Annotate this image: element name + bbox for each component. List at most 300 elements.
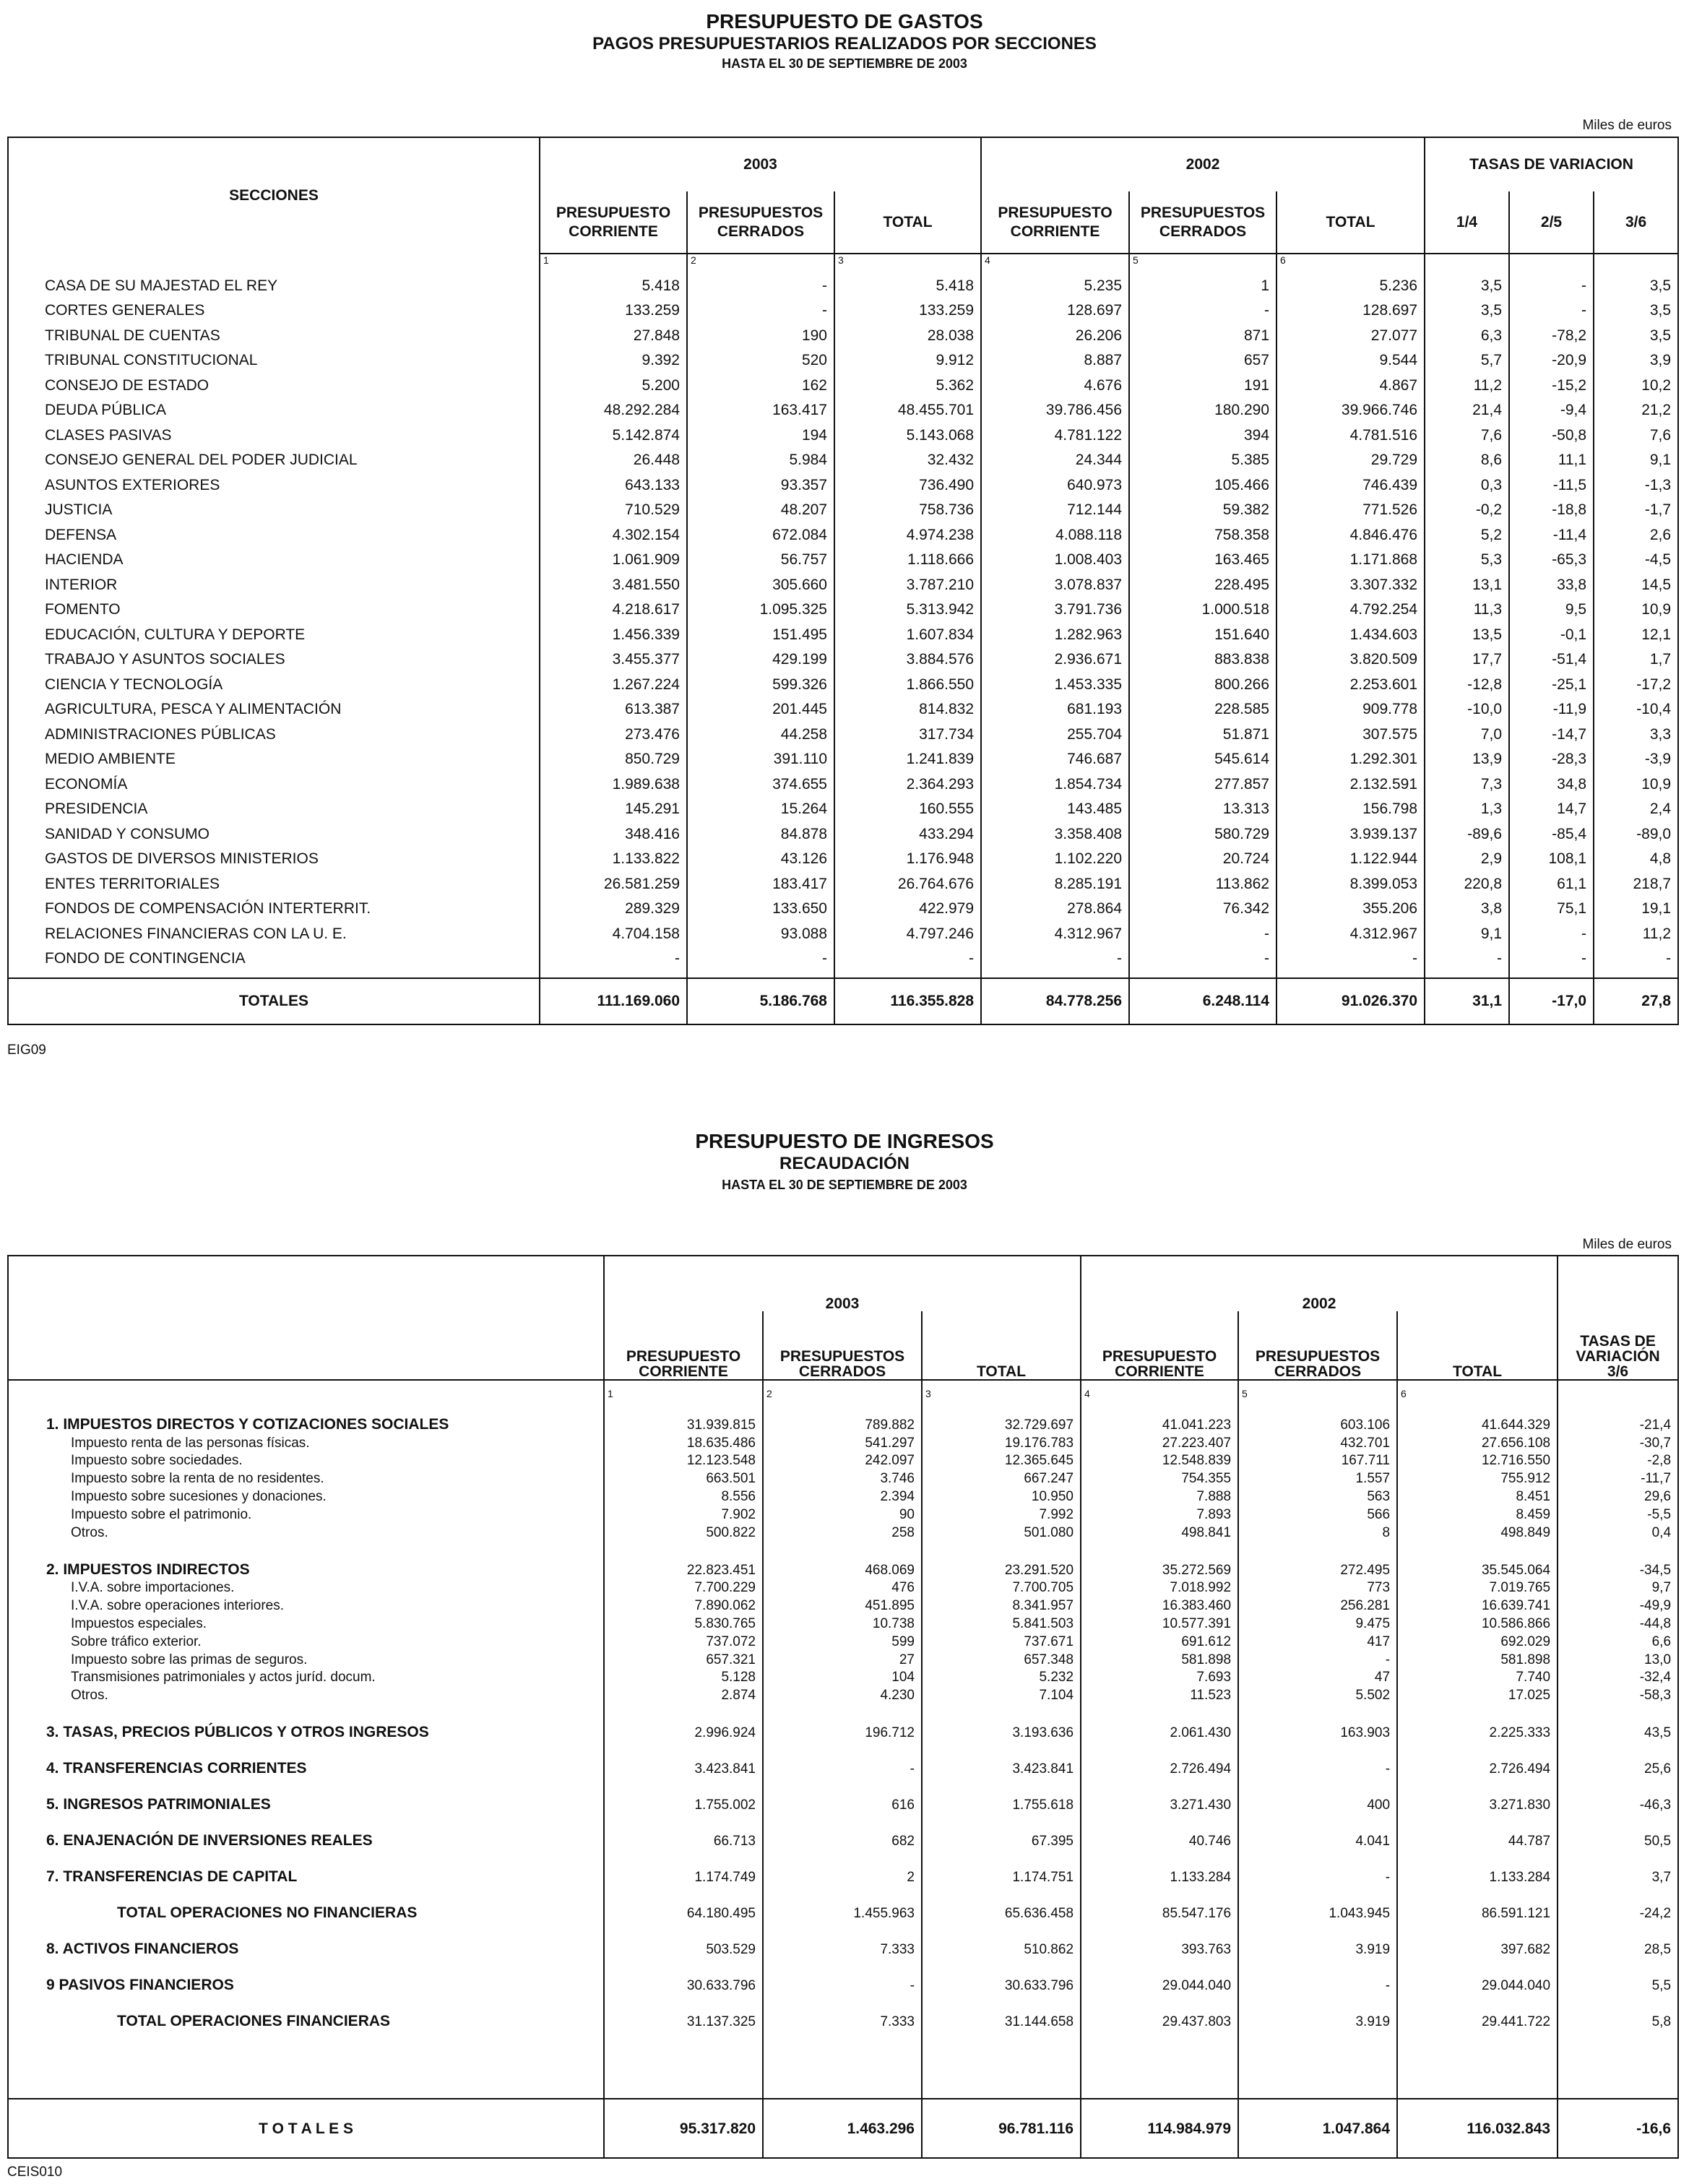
ingresos-spacer-cell [1081, 1812, 1238, 1826]
ingresos-row-value: 196.712 [763, 1718, 922, 1740]
gastos-row-value: 11,3 [1425, 594, 1509, 619]
ingresos-row-label: 4. TRANSFERENCIAS CORRIENTES [8, 1754, 604, 1776]
ingresos-row-value: 5.232 [922, 1667, 1081, 1685]
ingresos-row-value: 692.029 [1397, 1631, 1558, 1649]
ingresos-row-value: 603.106 [1238, 1410, 1397, 1432]
gastos-row-value: 871 [1129, 319, 1277, 345]
gastos-row-value: - [1129, 295, 1277, 320]
gastos-table [7, 137, 1679, 1025]
ingresos-row-value: 5,8 [1558, 2007, 1678, 2029]
gastos-row-value: 3,8 [1425, 893, 1509, 918]
ingresos-spacer-cell [763, 1399, 922, 1410]
gastos-totals-value: 27,8 [1594, 978, 1678, 1024]
ingresos-row-value: 7.693 [1081, 1667, 1238, 1685]
gastos-row-value: 8.887 [981, 345, 1129, 370]
gastos-row-value: 1.453.335 [981, 668, 1129, 694]
gastos-row-value: 1.176.948 [834, 843, 981, 868]
table-row [8, 718, 1678, 743]
ingresos-spacer-cell [1081, 1848, 1238, 1863]
gastos-col-secciones: SECCIONES [8, 137, 540, 254]
ingresos-row-value: 1.133.284 [1397, 1863, 1558, 1884]
gastos-row-value: - [687, 269, 834, 295]
ingresos-row-value: 256.281 [1238, 1594, 1397, 1613]
gastos-row-value: 2.132.591 [1277, 768, 1425, 793]
ingresos-spacer-cell [8, 1702, 604, 1718]
gastos-row-value: 143.485 [981, 793, 1129, 819]
gastos-spacer-cell [1425, 967, 1509, 978]
gastos-row-value: -25,1 [1509, 668, 1594, 694]
ingresos-spacer-cell [8, 1956, 604, 1971]
ingresos-spacer-cell [8, 1399, 604, 1410]
table-row [8, 893, 1678, 918]
ingresos-row-value: 44.787 [1397, 1826, 1558, 1848]
ingresos-spacer-cell [922, 1540, 1081, 1555]
gastos-row-value: 289.329 [540, 893, 687, 918]
gastos-row-value: 1.282.963 [981, 618, 1129, 644]
gastos-row-value: 33,8 [1509, 569, 1594, 594]
gastos-totals-value: 111.169.060 [540, 978, 687, 1024]
ingresos-spacer-cell [763, 2029, 922, 2099]
ingresos-row-value: 7.902 [604, 1503, 763, 1522]
ingresos-row-value: 737.072 [604, 1631, 763, 1649]
ingresos-row-value: 27.656.108 [1397, 1432, 1558, 1450]
ingresos-row-label: Impuestos especiales. [8, 1613, 604, 1631]
ingresos-row-label: Impuesto sobre sociedades. [8, 1450, 604, 1468]
gastos-row-value: 160.555 [834, 793, 981, 819]
gastos-row-value: 113.862 [1129, 868, 1277, 893]
ingresos-row-value: 2.225.333 [1397, 1718, 1558, 1740]
gastos-col-tasas: TASAS DE VARIACION [1425, 137, 1678, 191]
gastos-row-value: 348.416 [540, 818, 687, 843]
gastos-col-number [1425, 254, 1509, 269]
table-row [8, 1631, 1678, 1649]
gastos-row-value: 4.792.254 [1277, 594, 1425, 619]
gastos-row-value: 1.267.224 [540, 668, 687, 694]
gastos-row-label: ECONOMÍA [8, 768, 540, 793]
ingresos-spacer-row [8, 1956, 1678, 1971]
gastos-row-value: -78,2 [1509, 319, 1594, 345]
ingresos-spacer-cell [8, 1776, 604, 1790]
ingresos-row-value: 581.898 [1397, 1649, 1558, 1667]
ingresos-row-value: -58,3 [1558, 1684, 1678, 1702]
ingresos-row-value: 432.701 [1238, 1432, 1397, 1450]
ingresos-row-value: 1.557 [1238, 1467, 1397, 1485]
gastos-row-value: - [1594, 943, 1678, 968]
gastos-row-value: 56.757 [687, 544, 834, 569]
ingresos-spacer-cell [1397, 2029, 1558, 2099]
table-row [8, 1754, 1678, 1776]
gastos-row-value: 133.259 [540, 295, 687, 320]
ingresos-row-value: 5.502 [1238, 1684, 1397, 1702]
ingresos-spacer-cell [604, 1956, 763, 1971]
gastos-col-year2: 2002 [981, 137, 1425, 191]
ingresos-row-value: 541.297 [763, 1432, 922, 1450]
ingresos-spacer-cell [1558, 1920, 1678, 1935]
gastos-row-label: TRIBUNAL DE CUENTAS [8, 319, 540, 345]
ingresos-row-value: 2.061.430 [1081, 1718, 1238, 1740]
gastos-row-value: 3.791.736 [981, 594, 1129, 619]
table-row [8, 319, 1678, 345]
gastos-row-value: 4.302.154 [540, 519, 687, 544]
ingresos-row-value: 27 [763, 1649, 922, 1667]
gastos-row-value: 28.038 [834, 319, 981, 345]
gastos-row-value: 108,1 [1509, 843, 1594, 868]
gastos-totals-value: 84.778.256 [981, 978, 1129, 1024]
gastos-row-value: 3.078.837 [981, 569, 1129, 594]
ingresos-spacer-cell [1558, 1884, 1678, 1899]
ingresos-row-value: 397.682 [1397, 1935, 1558, 1956]
gastos-row-value: 29.729 [1277, 444, 1425, 470]
ingresos-row-value: 393.763 [1081, 1935, 1238, 1956]
table-row [8, 1594, 1678, 1613]
gastos-row-label: TRABAJO Y ASUNTOS SOCIALES [8, 644, 540, 669]
gastos-row-value: 712.144 [981, 494, 1129, 519]
gastos-row-value: 3.455.377 [540, 644, 687, 669]
gastos-row-value: 746.439 [1277, 469, 1425, 494]
gastos-row-value: 4.797.246 [834, 918, 981, 943]
gastos-row-value: 317.734 [834, 718, 981, 743]
ingresos-row-value: 581.898 [1081, 1649, 1238, 1667]
gastos-row-value: 27.077 [1277, 319, 1425, 345]
gastos-row-value: 2.364.293 [834, 768, 981, 793]
gastos-row-value: 7,3 [1425, 768, 1509, 793]
table-row [8, 1450, 1678, 1468]
gastos-row-value: 8.399.053 [1277, 868, 1425, 893]
ingresos-row-value: 498.841 [1081, 1522, 1238, 1540]
ingresos-spacer-cell [1558, 1540, 1678, 1555]
ingresos-row-value: 28,5 [1558, 1935, 1678, 1956]
gastos-row-value: 672.084 [687, 519, 834, 544]
ingresos-spacer-row [8, 1776, 1678, 1790]
ingresos-row-value: 3.271.830 [1397, 1790, 1558, 1812]
gastos-row-value: - [1509, 918, 1594, 943]
gastos-row-value: 771.526 [1277, 494, 1425, 519]
gastos-row-value: 93.357 [687, 469, 834, 494]
ingresos-spacer-row [8, 1848, 1678, 1863]
gastos-row-label: CIENCIA Y TECNOLOGÍA [8, 668, 540, 694]
gastos-spacer-cell [540, 967, 687, 978]
table-row [8, 519, 1678, 544]
ingresos-row-label: Impuesto sobre las primas de seguros. [8, 1649, 604, 1667]
ingresos-spacer-cell [1558, 1702, 1678, 1718]
gastos-row-value: 3.787.210 [834, 569, 981, 594]
gastos-row-value: - [834, 943, 981, 968]
ingresos-totals-value: 1.463.296 [763, 2099, 922, 2158]
ingresos-spacer-cell [763, 1848, 922, 1863]
ingresos-row-value: 566 [1238, 1503, 1397, 1522]
ingresos-row-value: 29,6 [1558, 1485, 1678, 1503]
gastos-row-value: 9.392 [540, 345, 687, 370]
gastos-row-value: 736.490 [834, 469, 981, 494]
gastos-row-value: 4.781.516 [1277, 419, 1425, 444]
table-row [8, 1410, 1678, 1432]
gastos-row-value: -9,4 [1509, 394, 1594, 420]
ingresos-spacer-cell [1081, 1540, 1238, 1555]
ingresos-row-value: 27.223.407 [1081, 1432, 1238, 1450]
gastos-row-value: 2,9 [1425, 843, 1509, 868]
gastos-row-value: 3,9 [1594, 345, 1678, 370]
gastos-row-value: - [687, 943, 834, 968]
ingresos-row-label: 8. ACTIVOS FINANCIEROS [8, 1935, 604, 1956]
ingresos-spacer-cell [604, 1848, 763, 1863]
ingresos-row-value: 2.394 [763, 1485, 922, 1503]
gastos-row-value: 220,8 [1425, 868, 1509, 893]
gastos-row-value: 32.432 [834, 444, 981, 470]
gastos-row-value: -20,9 [1509, 345, 1594, 370]
gastos-row-value: 909.778 [1277, 694, 1425, 719]
ingresos-title: PRESUPUESTO DE INGRESOS [695, 1130, 994, 1152]
gastos-row-value: 3,3 [1594, 718, 1678, 743]
gastos-row-value: 11,2 [1594, 918, 1678, 943]
ingresos-row-value: - [1238, 1863, 1397, 1884]
gastos-row-value: 758.358 [1129, 519, 1277, 544]
table-row [8, 444, 1678, 470]
gastos-row-value: -65,3 [1509, 544, 1594, 569]
ingresos-row-label: Transmisiones patrimoniales y actos juríd. docum. [8, 1667, 604, 1685]
gastos-row-label: ADMINISTRACIONES PÚBLICAS [8, 718, 540, 743]
ingresos-row-label: 5. INGRESOS PATRIMONIALES [8, 1790, 604, 1812]
ingresos-row-label: Otros. [8, 1684, 604, 1702]
ingresos-row-value: - [1238, 1971, 1397, 1993]
gastos-row-label: CORTES GENERALES [8, 295, 540, 320]
gastos-row-value: 13,9 [1425, 743, 1509, 769]
gastos-row-value: 84.878 [687, 818, 834, 843]
gastos-row-value: - [1509, 269, 1594, 295]
ingresos-row-value: 563 [1238, 1485, 1397, 1503]
gastos-row-value: 1.171.868 [1277, 544, 1425, 569]
gastos-row-value: 1.866.550 [834, 668, 981, 694]
ingresos-subtitle: RECAUDACIÓN [779, 1154, 910, 1173]
table-row [8, 743, 1678, 769]
ingresos-row-value: 12.548.839 [1081, 1450, 1238, 1468]
table-row [8, 1432, 1678, 1450]
ingresos-row-value: 10.577.391 [1081, 1613, 1238, 1631]
gastos-row-value: 1.456.339 [540, 618, 687, 644]
gastos-unit: Miles de euros [1582, 118, 1672, 133]
ingresos-row-value: 7.890.062 [604, 1594, 763, 1613]
ingresos-totals-label: T O T A L E S [8, 2099, 604, 2158]
gastos-row-value: -4,5 [1594, 544, 1678, 569]
ingresos-spacer-cell [1397, 1812, 1558, 1826]
gastos-row-value: 1.133.822 [540, 843, 687, 868]
table-row [8, 618, 1678, 644]
gastos-row-value: - [687, 295, 834, 320]
gastos-row-value: - [540, 943, 687, 968]
gastos-row-value: 4.088.118 [981, 519, 1129, 544]
gastos-row-value: 3.884.576 [834, 644, 981, 669]
gastos-row-value: 128.697 [981, 295, 1129, 320]
ingresos-row-value: 8.556 [604, 1485, 763, 1503]
ingresos-row-value: 3.271.430 [1081, 1790, 1238, 1812]
table-row [8, 943, 1678, 968]
gastos-row-value: 640.973 [981, 469, 1129, 494]
gastos-code: EIG09 [7, 1043, 46, 1058]
gastos-row-value: 4.974.238 [834, 519, 981, 544]
table-row [8, 419, 1678, 444]
gastos-row-label: INTERIOR [8, 569, 540, 594]
ingresos-row-label: TOTAL OPERACIONES NO FINANCIERAS [8, 1899, 604, 1920]
ingresos-row-value: 616 [763, 1790, 922, 1812]
ingresos-spacer-cell [604, 1884, 763, 1899]
gastos-row-value: 1.000.518 [1129, 594, 1277, 619]
gastos-row-value: 9,5 [1509, 594, 1594, 619]
ingresos-spacer-cell [1238, 1956, 1397, 1971]
ingresos-row-value: 4.230 [763, 1684, 922, 1702]
gastos-row-value: 191 [1129, 369, 1277, 394]
table-row [8, 1899, 1678, 1920]
table-row [8, 694, 1678, 719]
ingresos-totals-row [8, 2099, 1678, 2158]
ingresos-spacer-cell [1558, 1848, 1678, 1863]
gastos-row-label: RELACIONES FINANCIERAS CON LA U. E. [8, 918, 540, 943]
ingresos-spacer-cell [922, 1812, 1081, 1826]
gastos-row-value: 5,7 [1425, 345, 1509, 370]
ingresos-row-value: 3.423.841 [922, 1754, 1081, 1776]
ingresos-row-value: 19.176.783 [922, 1432, 1081, 1450]
ingresos-row-value: 163.903 [1238, 1718, 1397, 1740]
gastos-row-value: 355.206 [1277, 893, 1425, 918]
gastos-row-value: 162 [687, 369, 834, 394]
gastos-row-value: 6,3 [1425, 319, 1509, 345]
ingresos-totals-value: 95.317.820 [604, 2099, 763, 2158]
gastos-row-value: 5,2 [1425, 519, 1509, 544]
gastos-row-value: - [981, 943, 1129, 968]
ingresos-row-value: 10.738 [763, 1613, 922, 1631]
gastos-subtitle: PAGOS PRESUPUESTARIOS REALIZADOS POR SECCIONES [592, 34, 1097, 53]
gastos-row-value: 39.786.456 [981, 394, 1129, 420]
gastos-row-value: 1.061.909 [540, 544, 687, 569]
ingresos-row-value: 30.633.796 [604, 1971, 763, 1993]
gastos-row-value: 190 [687, 319, 834, 345]
ingresos-row-label: Sobre tráfico exterior. [8, 1631, 604, 1649]
ingresos-row-value: 104 [763, 1667, 922, 1685]
gastos-row-value: 4.846.476 [1277, 519, 1425, 544]
table-row [8, 544, 1678, 569]
gastos-row-label: CLASES PASIVAS [8, 419, 540, 444]
table-row [8, 1935, 1678, 1956]
gastos-row-value: 1.095.325 [687, 594, 834, 619]
ingresos-row-value: -44,8 [1558, 1613, 1678, 1631]
gastos-spacer-cell [1594, 967, 1678, 978]
ingresos-row-value: 167.711 [1238, 1450, 1397, 1468]
gastos-row-value: 1.292.301 [1277, 743, 1425, 769]
ingresos-col-header: PRESUPUESTO CORRIENTE [1081, 1311, 1238, 1380]
ingresos-row-value: -2,8 [1558, 1450, 1678, 1468]
ingresos-spacer-cell [1558, 1740, 1678, 1754]
gastos-row-value: 128.697 [1277, 295, 1425, 320]
gastos-row-value: 93.088 [687, 918, 834, 943]
gastos-row-value: -3,9 [1594, 743, 1678, 769]
table-row [8, 1649, 1678, 1667]
ingresos-spacer-cell [1081, 2029, 1238, 2099]
gastos-row-label: FOMENTO [8, 594, 540, 619]
gastos-row-label: CONSEJO DE ESTADO [8, 369, 540, 394]
ingresos-spacer-cell [1081, 1920, 1238, 1935]
ingresos-spacer-cell [763, 1702, 922, 1718]
ingresos-row-value: 8.459 [1397, 1503, 1558, 1522]
ingresos-spacer-cell [922, 2029, 1081, 2099]
gastos-row-value: 3,5 [1594, 269, 1678, 295]
ingresos-row-value: 7.700.705 [922, 1577, 1081, 1595]
table-row [8, 768, 1678, 793]
gastos-row-value: 61,1 [1509, 868, 1594, 893]
table-row [8, 868, 1678, 893]
ingresos-row-value: -24,2 [1558, 1899, 1678, 1920]
gastos-row-value: 39.966.746 [1277, 394, 1425, 420]
table-row [8, 394, 1678, 420]
gastos-row-label: HACIENDA [8, 544, 540, 569]
ingresos-row-label: Impuesto renta de las personas físicas. [8, 1432, 604, 1450]
gastos-row-value: - [1277, 943, 1425, 968]
ingresos-row-value: 3.746 [763, 1467, 922, 1485]
gastos-row-value: 12,1 [1594, 618, 1678, 644]
ingresos-spacer-cell [922, 1848, 1081, 1863]
gastos-spacer-cell [1277, 967, 1425, 978]
gastos-row-value: 1,7 [1594, 644, 1678, 669]
gastos-row-value: -10,0 [1425, 694, 1509, 719]
gastos-row-value: 657 [1129, 345, 1277, 370]
ingresos-code: CEIS010 [7, 2164, 63, 2180]
gastos-row-value: -17,2 [1594, 668, 1678, 694]
gastos-row-value: 1,3 [1425, 793, 1509, 819]
ingresos-spacer-cell [922, 1776, 1081, 1790]
ingresos-spacer-cell [604, 1740, 763, 1754]
gastos-row-value: -51,4 [1509, 644, 1594, 669]
ingresos-row-label: Otros. [8, 1522, 604, 1540]
ingresos-spacer-cell [1397, 1848, 1558, 1863]
ingresos-row-value: -46,3 [1558, 1790, 1678, 1812]
gastos-row-value: 5.418 [834, 269, 981, 295]
gastos-row-value: 26.206 [981, 319, 1129, 345]
gastos-row-value: 24.344 [981, 444, 1129, 470]
gastos-col-year1: 2003 [540, 137, 981, 191]
gastos-totals-value: 6.248.114 [1129, 978, 1277, 1024]
ingresos-row-value: 657.321 [604, 1649, 763, 1667]
ingresos-spacer-cell [1238, 1776, 1397, 1790]
gastos-col-number: 5 [1129, 254, 1277, 269]
gastos-row-value: -14,7 [1509, 718, 1594, 743]
ingresos-spacer-cell [8, 1812, 604, 1826]
ingresos-row-label: 3. TASAS, PRECIOS PÚBLICOS Y OTROS INGRESOS [8, 1718, 604, 1740]
ingresos-col-concept [8, 1256, 604, 1380]
ingresos-row-value: -34,5 [1558, 1555, 1678, 1577]
gastos-col-header: TOTAL [1277, 191, 1425, 254]
ingresos-row-value: 468.069 [763, 1555, 922, 1577]
ingresos-row-value: 18.635.486 [604, 1432, 763, 1450]
gastos-row-value: 746.687 [981, 743, 1129, 769]
gastos-row-value: 51.871 [1129, 718, 1277, 743]
table-row [8, 1971, 1678, 1993]
gastos-row-value: -28,3 [1509, 743, 1594, 769]
gastos-spacer-cell [1509, 967, 1594, 978]
gastos-row-value: -89,0 [1594, 818, 1678, 843]
ingresos-spacer-cell [1081, 1702, 1238, 1718]
table-row [8, 1467, 1678, 1485]
ingresos-row-value: 67.395 [922, 1826, 1081, 1848]
ingresos-row-value: 5.841.503 [922, 1613, 1081, 1631]
ingresos-col-header: PRESUPUESTO CORRIENTE [604, 1311, 763, 1380]
gastos-row-value: 156.798 [1277, 793, 1425, 819]
gastos-row-label: CASA DE SU MAJESTAD EL REY [8, 269, 540, 295]
gastos-totals-row [8, 978, 1678, 1024]
ingresos-spacer-cell [1397, 1540, 1558, 1555]
ingresos-spacer-cell [922, 1920, 1081, 1935]
ingresos-row-value: 663.501 [604, 1467, 763, 1485]
ingresos-row-value: 86.591.121 [1397, 1899, 1558, 1920]
ingresos-row-value: 1.755.618 [922, 1790, 1081, 1812]
ingresos-row-value: 29.044.040 [1081, 1971, 1238, 1993]
gastos-row-value: 1.607.834 [834, 618, 981, 644]
